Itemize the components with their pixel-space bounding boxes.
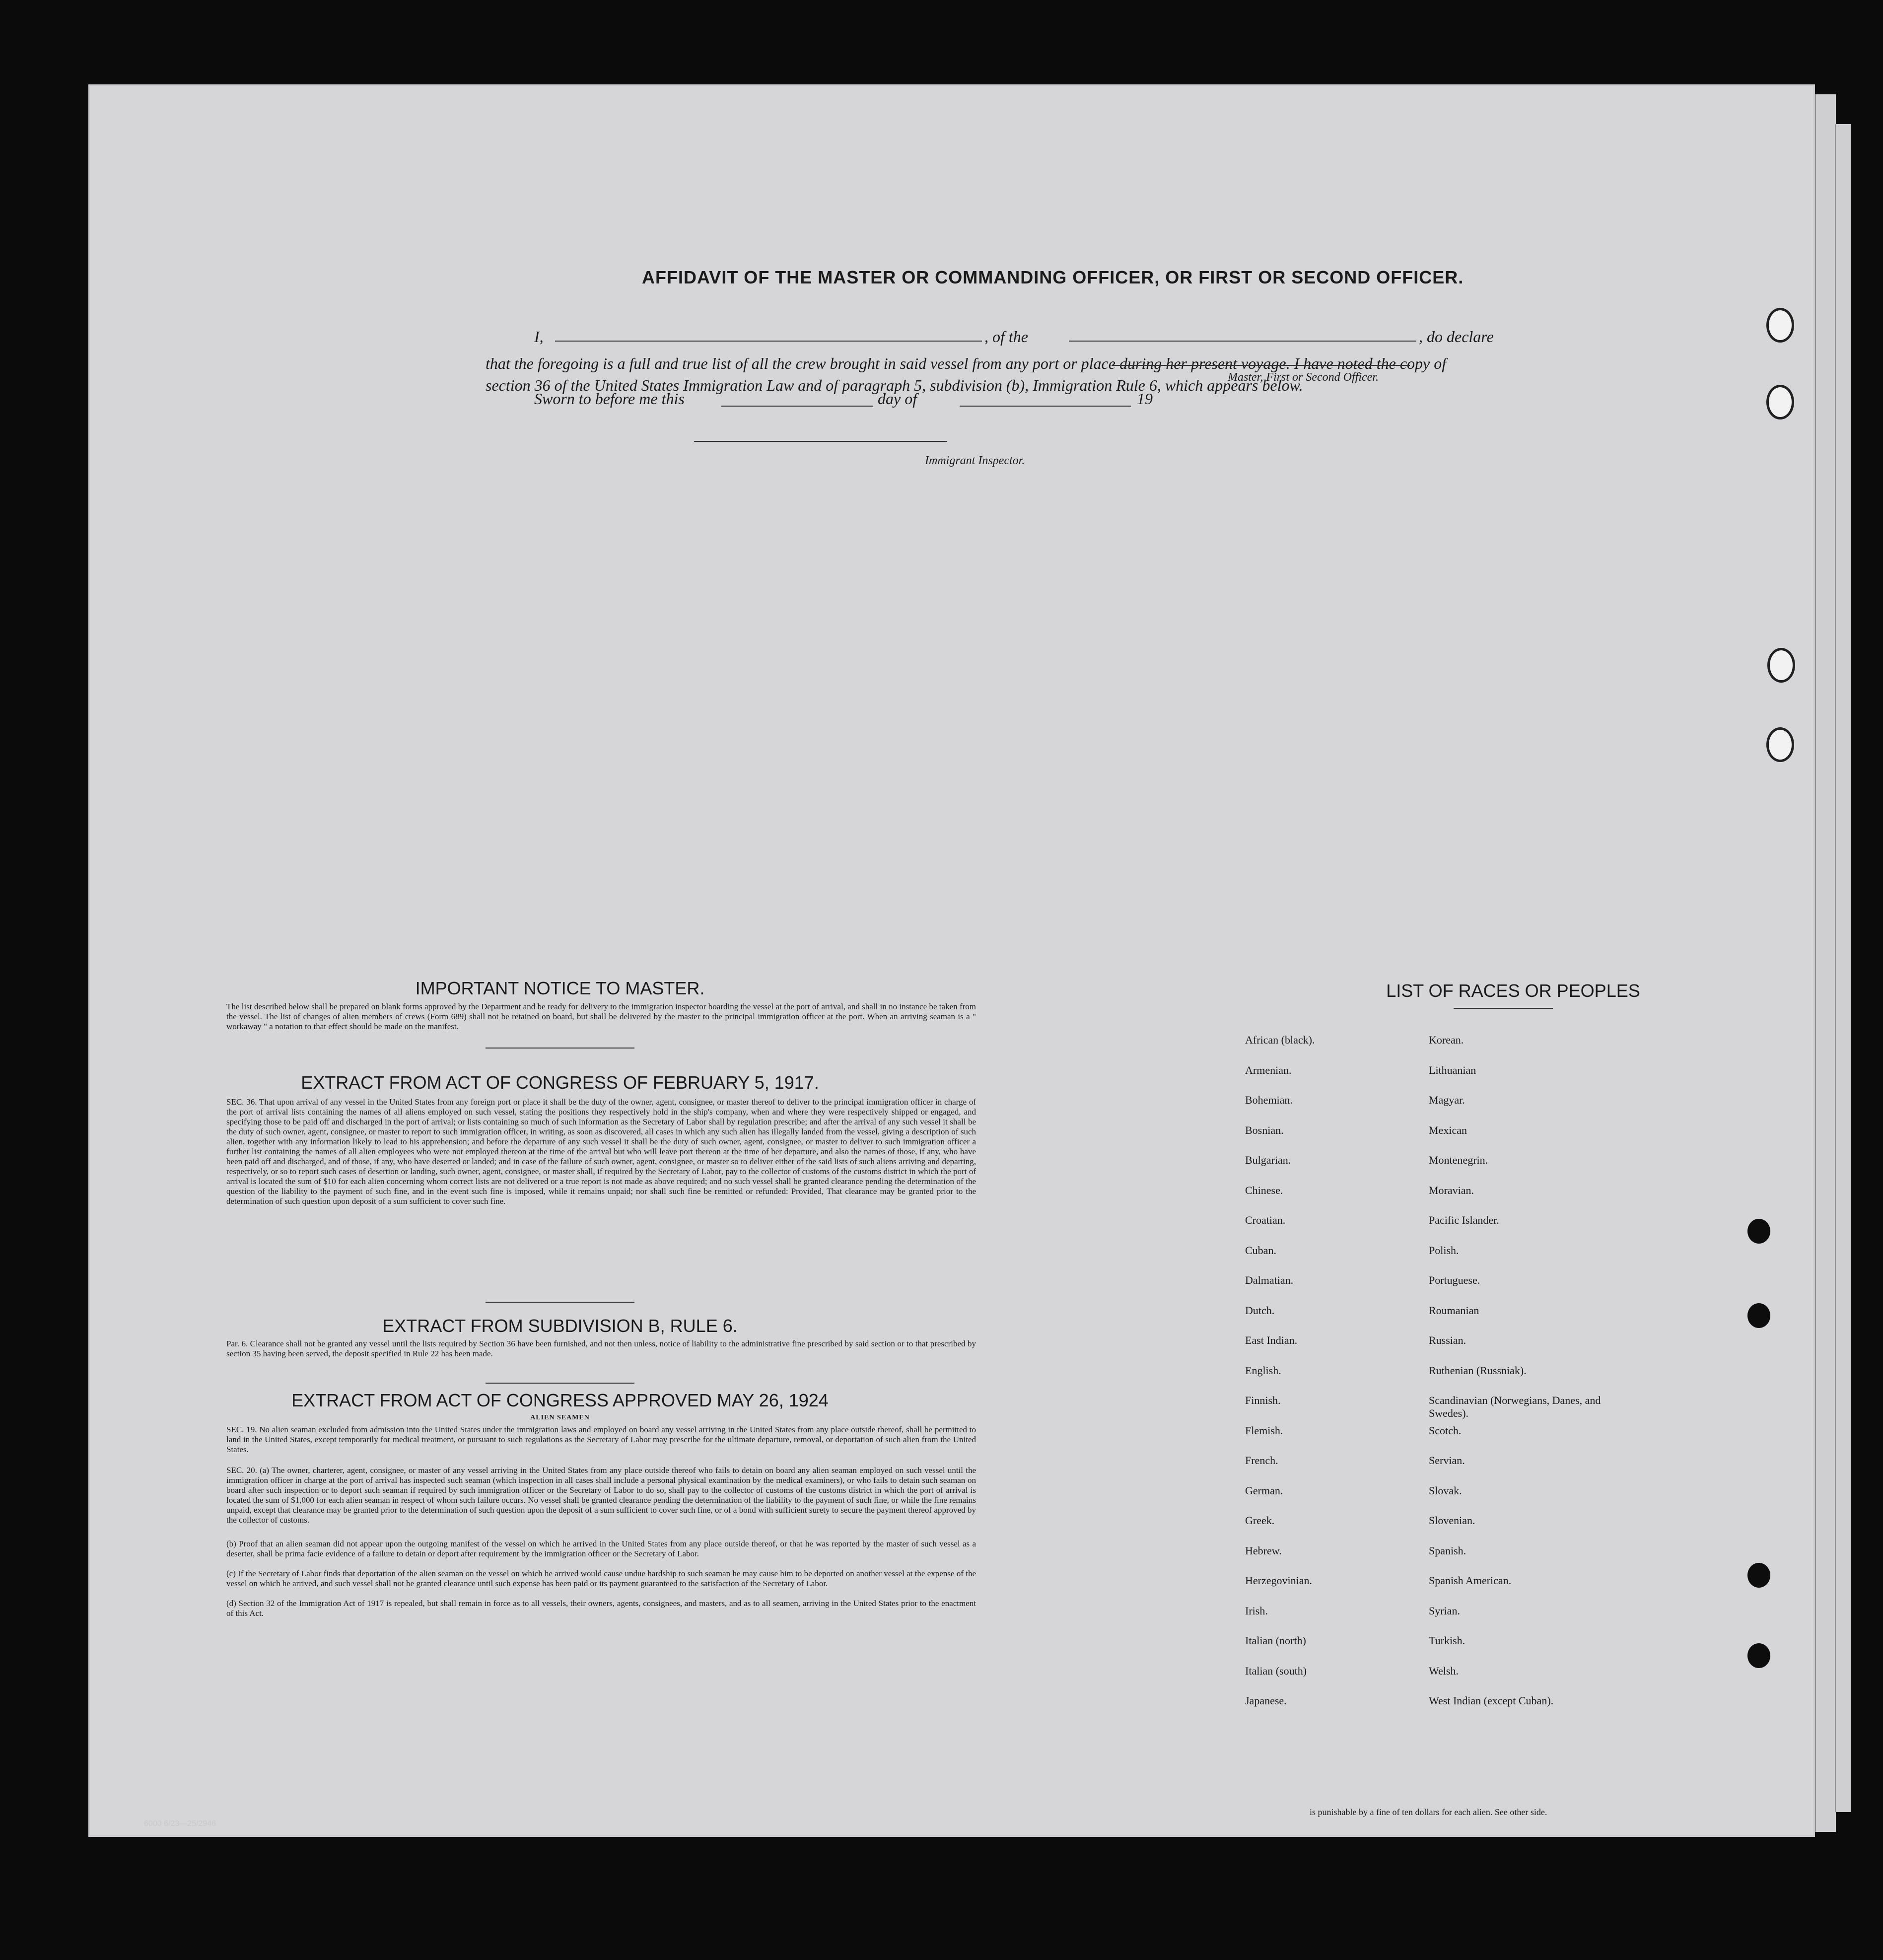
race-item: Moravian. — [1429, 1184, 1474, 1196]
footer-note: is punishable by a fine of ten dollars for each alien. See other side. — [1310, 1807, 1547, 1817]
race-item: Syrian. — [1429, 1604, 1460, 1617]
race-item: Magyar. — [1429, 1094, 1465, 1106]
affidavit-i-text: I, — [534, 328, 544, 346]
race-item: Mexican — [1429, 1123, 1467, 1136]
extract-1924-sec20c: (c) If the Secretary of Labor finds that deportation of the alien seaman on the vessel on which he arrived would cause undue hardship to such seaman he may cause him to be deported on another vessel at the expense of the vessel on which he arrived, and such vessel shall not be granted clearance until such expense has been paid or its payment guaranteed to the satisfaction of the Secretary of Labor. — [226, 1569, 976, 1588]
race-item: Korean. — [1429, 1034, 1464, 1046]
race-item: Spanish American. — [1429, 1574, 1512, 1587]
race-item: Pacific Islander. — [1429, 1214, 1499, 1226]
inspector-signature-line — [694, 441, 947, 442]
form-code: 6000 6/23—25/2946 — [144, 1820, 216, 1828]
race-item: Polish. — [1429, 1244, 1459, 1257]
race-item: Roumanian — [1429, 1304, 1479, 1317]
race-item: Scotch. — [1429, 1424, 1462, 1437]
race-item: English. — [1245, 1364, 1281, 1377]
affidavit-of-the: , of the — [984, 328, 1028, 346]
race-item: Portuguese. — [1429, 1274, 1480, 1286]
extract-1924-sec20d: (d) Section 32 of the Immigration Act of 1917 is repealed, but shall remain in force as to all vessels, their owners, agents, consignees, and masters, and as to all seamen, arriving in the United States prior to the enactment of this Act. — [226, 1599, 976, 1618]
race-item: East Indian. — [1245, 1334, 1298, 1346]
race-item: Greek. — [1245, 1514, 1275, 1527]
punch-hole — [1766, 385, 1794, 420]
races-right-column — [1429, 1034, 1637, 1725]
race-item: Bohemian. — [1245, 1094, 1293, 1106]
race-item: Dutch. — [1245, 1304, 1275, 1317]
race-item: African (black). — [1245, 1034, 1315, 1046]
race-item: Turkish. — [1429, 1634, 1465, 1647]
page-edge — [1835, 124, 1851, 1812]
punch-hole — [1766, 308, 1794, 343]
affidavit-do-declare: , do declare — [1419, 328, 1494, 346]
punch-hole — [1747, 1303, 1770, 1328]
punch-hole — [1747, 1219, 1770, 1244]
race-item: Herzegovinian. — [1245, 1574, 1312, 1587]
race-item: Armenian. — [1245, 1063, 1292, 1076]
race-item: Servian. — [1429, 1454, 1465, 1467]
race-item: Scandinavian (Norwegians, Danes, and Swedes). — [1429, 1394, 1601, 1419]
extract-1917-title: EXTRACT FROM ACT OF CONGRESS OF FEBRUARY 5, 1917. — [301, 1072, 819, 1093]
race-item: Spanish. — [1429, 1544, 1466, 1557]
race-item: Italian (south) — [1245, 1664, 1307, 1677]
section-divider — [486, 1048, 634, 1049]
race-item: Chinese. — [1245, 1184, 1283, 1196]
race-item: Hebrew. — [1245, 1544, 1282, 1557]
race-item: Ruthenian (Russniak). — [1429, 1364, 1527, 1377]
punch-hole — [1766, 727, 1794, 762]
race-item: Bulgarian. — [1245, 1154, 1291, 1166]
race-item: Dalmatian. — [1245, 1274, 1294, 1286]
section-divider — [486, 1383, 634, 1384]
race-item: West Indian (except Cuban). — [1429, 1694, 1554, 1707]
race-item: Croatian. — [1245, 1214, 1286, 1226]
race-item: Italian (north) — [1245, 1634, 1306, 1647]
sworn-day-of: day of — [878, 390, 917, 408]
extract-1924-sec19: SEC. 19. No alien seaman excluded from admission into the United States under the immigration laws and employed on board any vessel arriving in the United States from any place outside thereof, shall be permitted to land in the United States, except temporarily for medical treatment, or pursuant to such regulations as the Secretary of Labor may prescribe for the ultimate departure, removal, or deportation of such alien from the United States. — [226, 1425, 976, 1454]
punch-hole — [1747, 1643, 1770, 1668]
race-item: Russian. — [1429, 1334, 1466, 1346]
race-item: Lithuanian — [1429, 1063, 1476, 1076]
race-item: Slovak. — [1429, 1484, 1462, 1497]
name-blank — [555, 341, 982, 342]
race-item: Welsh. — [1429, 1664, 1459, 1677]
sworn-month-blank — [960, 406, 1131, 407]
master-caption: Master, First or Second Officer. — [1228, 371, 1379, 384]
race-item: Montenegrin. — [1429, 1154, 1488, 1166]
race-item: Finnish. — [1245, 1394, 1281, 1406]
affidavit-title: AFFIDAVIT OF THE MASTER OR COMMANDING OFFICER, OR FIRST OR SECOND OFFICER. — [642, 267, 1464, 287]
race-item: French. — [1245, 1454, 1278, 1467]
punch-hole — [1747, 1563, 1770, 1588]
extract-1924-sec20a: SEC. 20. (a) The owner, charterer, agent, consignee, or master of any vessel arriving in the United States from any place outside thereof who fails to detain on board any alien seaman employed on such vessel until the immigration officer in charge at the port of arrival has inspected such seaman (which inspection in all cases shall include a personal physical examination by the medical examiners), or who fails to detain such seaman on board after such inspection or to deport such seaman if required by such immigration officer or the Secretary of Labor to do so, shall pay to the collector of customs of the customs district in which the port of arrival is located the sum of $1,000 for each alien seaman in respect of whom such failure occurs. No vessel shall be granted clearance pending the determination of the liability to the payment of such fine, or while the fine remains unpaid, except that clearance may be granted prior to the determination of such question upon the deposit of a sum sufficient to cover such fine, or of a bond with sufficient surety to secure the payment thereof approved by the collector of customs. — [226, 1466, 976, 1525]
race-item: Slovenian. — [1429, 1514, 1475, 1527]
race-item: Flemish. — [1245, 1424, 1283, 1437]
race-item: Cuban. — [1245, 1244, 1276, 1257]
race-item: Japanese. — [1245, 1694, 1287, 1707]
section-divider — [486, 1302, 634, 1303]
extract-1924-sec20b: (b) Proof that an alien seaman did not appear upon the outgoing manifest of the vessel on which he arrived in the United States from any place outside thereof, or that he was reported by the master of such vessel as a deserter, shall be prima facie evidence of a failure to detain or deport after requirement by the immigration officer or the Secretary of Labor. — [226, 1539, 976, 1558]
sworn-text: Sworn to before me this — [534, 390, 685, 408]
vessel-blank — [1069, 341, 1416, 342]
extract-rule6-text: Par. 6. Clearance shall not be granted any vessel until the lists required by Section 36 have been furnished, and not then unless, notice of liability to the administrative fine prescribed by said section or to that prescribed by section 35 having been served, the deposit specified in Rule 22 has been made. — [226, 1339, 976, 1358]
race-item: Bosnian. — [1245, 1123, 1284, 1136]
inspector-caption: Immigrant Inspector. — [925, 454, 1025, 467]
sworn-year: 19 — [1137, 390, 1153, 408]
section-divider — [1454, 1008, 1553, 1009]
races-left-column — [1245, 1034, 1409, 1725]
sworn-day-blank — [721, 406, 873, 407]
extract-1917-text: SEC. 36. That upon arrival of any vessel in the United States from any foreign port or place it shall be the duty of the owner, agent, consignee, or master thereof to deliver to the principal immigration officer in charge of the port of arrival lists containing the names of all aliens employed on such vessel, stating the positions they respectively hold in the ship's company, when and where they were respectively shipped or engaged, and specifying those to be paid off and discharged in the port of arrival; or lists containing so much of such information as the Secretary of Labor shall by regulation prescribe; and after the arrival of any such vessel it shall be the duty of such owner, agent, consignee, or master to report to such immigration officer, in writing, as soon as discovered, all cases in which any such alien has illegally landed from the vessel, giving a description of such alien, together with any information likely to lead to his apprehension; and before the departure of any such vessel it shall be the duty of such owner, agent, consignee, or master to deliver to such immigration officer a further list containing the names of all alien employees who were not employed thereon at the time of the arrival but who will leave port thereon at the time of her departure, and also the names of those, if any, who have been paid off and discharged, and of those, if any, who have deserted or landed; and in case of the failure of such owner, agent, consignee, or master so to deliver either of the said lists of such aliens arriving and departing, respectively, or so to report such cases of desertion or landing, such owner, agent, consignee, or master shall, if required by the Secretary of Labor, pay to the collector of customs of the customs district in which the port of arrival is located the sum of $10 for each alien concerning whom correct lists are not delivered or a true report is not made as above required; and no such vessel shall be granted clearance pending the determination of the question of the liability to the payment of such fine, and in the event such fine is imposed, while it remains unpaid; nor shall such fine be remitted or refunded: Provided, That clearance may be granted prior to the determination of such question upon deposit of a sum sufficient to cover such fine. — [226, 1097, 976, 1206]
extract-1924-title: EXTRACT FROM ACT OF CONGRESS APPROVED MAY 26, 1924 — [291, 1390, 829, 1410]
page-edge — [1815, 94, 1836, 1832]
affidavit-line-i — [534, 328, 544, 346]
notice-title: IMPORTANT NOTICE TO MASTER. — [415, 978, 705, 998]
race-item: German. — [1245, 1484, 1283, 1497]
races-title: LIST OF RACES OR PEOPLES — [1386, 980, 1640, 1001]
extract-rule6-title: EXTRACT FROM SUBDIVISION B, RULE 6. — [382, 1316, 738, 1336]
affidavit-body: that the foregoing is a full and true list of all the crew brought in said vessel from any port or place during her present voyage. I have noted the copy of section 36 of the United States Immigration Law and of paragraph 5, subdivision (b), Immigration Rule 6, which appears below. — [486, 354, 1447, 394]
notice-text: The list described below shall be prepared on blank forms approved by the Department and be ready for delivery to the immigration inspector boarding the vessel at the port of arrival, and shall in no instance be taken from the vessel. The list of changes of alien members of crews (Form 689) shall not be retained on board, but shall be delivered by the master to the principal immigration officer at the port. When an arriving seaman is a " workaway " a notation to that effect should be made on the manifest. — [226, 1002, 976, 1031]
punch-hole — [1767, 648, 1795, 683]
master-signature-line — [1112, 365, 1410, 366]
document-page — [88, 84, 1815, 1837]
extract-1924-subtitle: ALIEN SEAMEN — [530, 1414, 590, 1421]
race-item: Irish. — [1245, 1604, 1268, 1617]
